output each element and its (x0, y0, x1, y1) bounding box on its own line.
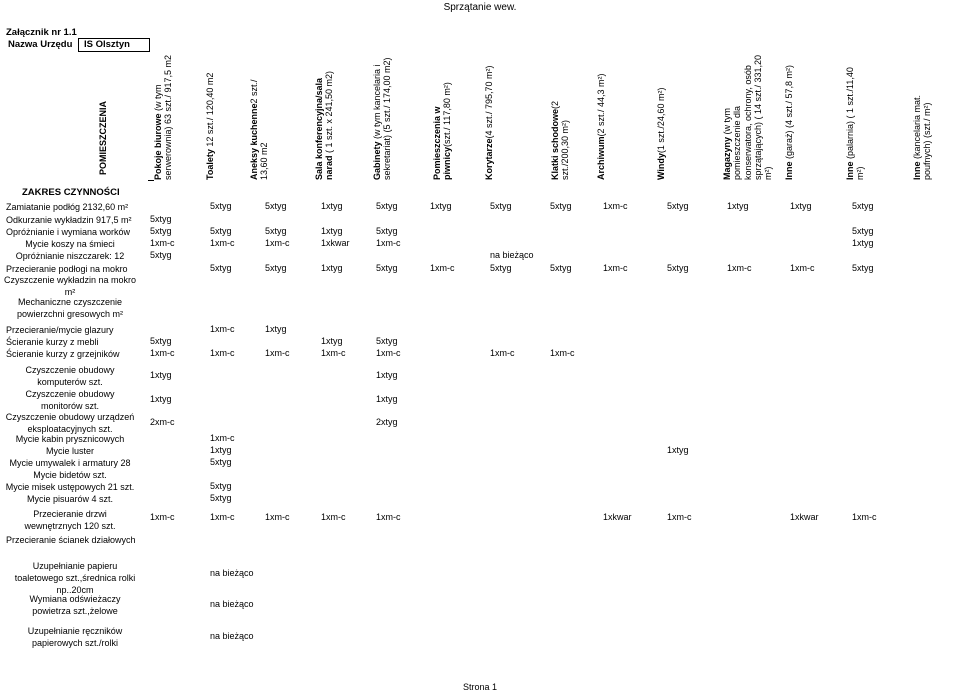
column-header-detail: 12 szt./ 120,40 m2 (205, 72, 215, 150)
row-label (0, 388, 140, 412)
row-label-line: Uzupełnianie papieru (32, 561, 118, 571)
row-label (0, 433, 140, 445)
row-label-line: papierowych szt./rolki (31, 638, 119, 648)
table-cell: 1xm-c (430, 263, 455, 273)
table-cell: 5xtyg (376, 201, 398, 211)
column-header (845, 55, 866, 180)
column-header (722, 50, 774, 180)
table-cell: 1xtyg (727, 201, 749, 211)
row-label-line: Przecieranie/mycie glazury (6, 325, 114, 335)
row-label-line: Przecieranie drzwi (33, 509, 107, 519)
row-label (0, 445, 140, 457)
table-cell: 1xm-c (603, 201, 628, 211)
table-cell: 1xm-c (321, 512, 346, 522)
row-label-line: Odkurzanie wykładzin 917,5 m² (6, 215, 132, 225)
column-header (484, 55, 494, 180)
table-cell: 1xtyg (321, 201, 343, 211)
row-label-line: Mycie bidetów szt. (33, 470, 107, 480)
table-cell: 1xm-c (667, 512, 692, 522)
table-cell: 1xkwar (321, 238, 350, 248)
column-header-title: Pomieszczenia w piwnicy (432, 106, 453, 180)
row-label-line: m² (64, 287, 76, 297)
page-footer: Strona 1 (462, 682, 498, 692)
column-header-detail: (1 szt./24,60 m²) (656, 87, 666, 154)
page-title: Sprzątanie wew. (443, 2, 517, 13)
row-label (0, 250, 140, 262)
table-cell: 1xtyg (321, 263, 343, 273)
table-cell: 5xtyg (210, 201, 232, 211)
column-header-title: Windy (656, 153, 666, 180)
table-cell: 5xtyg (490, 263, 512, 273)
table-cell: 5xtyg (265, 201, 287, 211)
table-cell: 5xtyg (852, 201, 874, 211)
table-cell: 1xtyg (321, 226, 343, 236)
table-cell: 1xm-c (210, 324, 235, 334)
column-header-detail: (w tym kancelaria i sekretariat) (5 szt./ 174,00 m2) (372, 57, 393, 180)
column-header (596, 55, 606, 180)
row-label-line: np..20cm (56, 585, 94, 595)
table-cell: 1xtyg (321, 336, 343, 346)
row-label (0, 364, 140, 388)
table-cell: 1xtyg (210, 445, 232, 455)
table-cell: 1xtyg (265, 324, 287, 334)
table-cell: 5xtyg (150, 226, 172, 236)
row-label (0, 457, 140, 469)
column-header-title: Klatki schodowe (550, 108, 560, 180)
row-label-line: Mycie luster (45, 446, 94, 456)
column-header-detail: ( 1 szt. x 241,50 m2) (324, 70, 335, 156)
column-header-title: Inne (845, 161, 855, 180)
table-cell: 5xtyg (376, 263, 398, 273)
table-cell: 1xm-c (321, 348, 346, 358)
table-cell: 5xtyg (376, 226, 398, 236)
column-header-detail: 2 szt./ 13,60 m2 (249, 79, 270, 180)
table-cell: 2xtyg (376, 417, 398, 427)
column-header-title: Inne (912, 161, 922, 180)
table-cell: 1xm-c (376, 348, 401, 358)
scope-header: ZAKRES CZYNNOŚCI (22, 187, 120, 198)
table-cell: 1xm-c (852, 512, 877, 522)
column-header-detail: (2 szt./200,30 m²) (550, 100, 571, 180)
row-label (0, 411, 140, 435)
table-cell: 2xm-c (150, 417, 175, 427)
table-cell: na bieżąco (210, 568, 254, 578)
table-cell: 1xtyg (852, 238, 874, 248)
table-cell: 1xtyg (150, 394, 172, 404)
table-cell: 5xtyg (852, 263, 874, 273)
row-label-line: Ścieranie kurzy z mebli (6, 337, 99, 347)
column-header-title: Pokoje biurowe (153, 113, 163, 180)
column-header (784, 55, 794, 180)
column-header-title: Aneksy kuchenne (249, 103, 259, 180)
table-cell: 5xtyg (667, 263, 689, 273)
row-label (6, 214, 132, 226)
table-cell: 1xm-c (210, 433, 235, 443)
table-cell: 1xtyg (430, 201, 452, 211)
row-label-line: Mycie kabin prysznicowych (15, 434, 125, 444)
table-cell: 5xtyg (490, 201, 512, 211)
table-cell: 5xtyg (550, 263, 572, 273)
row-label-line: wewnętrznych 120 szt. (24, 521, 116, 531)
column-header (432, 55, 453, 180)
table-cell: 1xm-c (265, 348, 290, 358)
table-cell: 5xtyg (667, 201, 689, 211)
table-cell: 1xm-c (265, 512, 290, 522)
table-cell: 1xtyg (376, 370, 398, 380)
column-header (314, 55, 335, 180)
row-label-line: Czyszczenie obudowy urządzeń (5, 412, 135, 422)
table-cell: 5xtyg (210, 263, 232, 273)
column-header (205, 55, 215, 180)
table-cell: 5xtyg (265, 263, 287, 273)
table-cell: 1xkwar (790, 512, 819, 522)
row-label-line: Ścieranie kurzy z grzejników (6, 349, 120, 359)
column-header-detail: (palarnia) ( 1 szt./11,40 m²) (845, 67, 866, 180)
row-label (0, 481, 140, 493)
row-label-line: monitorów szt. (40, 401, 100, 411)
table-cell: 1xtyg (790, 201, 812, 211)
table-cell: 5xtyg (150, 336, 172, 346)
column-header-title: Sala konferencyjna/sala narad (314, 77, 335, 180)
row-label-line: Zamiatanie podłóg 2132,60 m² (6, 202, 129, 212)
table-cell: 5xtyg (150, 214, 172, 224)
column-header-detail: (w tym pomieszczenie dla konserwatora, ochrony, osób sprzątających) ( 14 szt./ 331,20 m²) (722, 54, 774, 180)
row-label-line: Opróżnianie i wymiana worków (6, 227, 131, 237)
table-cell: 1xtyg (667, 445, 689, 455)
column-header-title: Gabinety (372, 141, 382, 180)
row-label-line: Mechaniczne czyszczenie (17, 297, 123, 307)
table-cell: 5xtyg (150, 250, 172, 260)
row-label-line: Czyszczenie obudowy (25, 365, 115, 375)
office-value: IS Olsztyn (84, 39, 130, 50)
premises-header: POMIESZCZENIA (98, 100, 108, 175)
table-cell: 1xm-c (150, 512, 175, 522)
row-label (6, 348, 120, 360)
table-cell: na bieżąco (210, 599, 254, 609)
column-header-detail: (2 szt./ 44,3 m²) (596, 73, 606, 137)
row-label-line: powietrza szt.,żelowe (32, 606, 118, 616)
row-label-line: Mycie umywalek i armatury 28 (9, 458, 131, 468)
row-label-line: Czyszczenie wykładzin na mokro (3, 275, 137, 285)
row-label (6, 201, 128, 213)
table-cell: 5xtyg (210, 226, 232, 236)
table-cell: 5xtyg (265, 226, 287, 236)
table-cell: 5xtyg (210, 457, 232, 467)
table-cell: 1xtyg (376, 394, 398, 404)
row-label-line: komputerów szt. (37, 377, 103, 387)
table-cell: 1xm-c (790, 263, 815, 273)
row-label (0, 296, 140, 320)
column-header-detail: (4 szt./ 795,70 m²) (484, 65, 494, 139)
column-header (912, 55, 933, 180)
table-cell: 1xm-c (265, 238, 290, 248)
table-cell: 1xtyg (150, 370, 172, 380)
table-cell: 1xm-c (376, 238, 401, 248)
row-label (6, 226, 130, 238)
column-header (249, 55, 270, 180)
row-label-line: Wymiana odświeżaczy (29, 594, 121, 604)
annex-label: Załącznik nr 1.1 (6, 27, 77, 38)
office-label: Nazwa Urzędu (8, 39, 73, 50)
column-header (656, 55, 666, 180)
column-header-detail: (w tym serwerownia) 63 szt./ 917,5 m2 (153, 54, 174, 180)
table-cell: 1xm-c (727, 263, 752, 273)
row-label (0, 469, 140, 481)
table-cell: 1xm-c (490, 348, 515, 358)
row-label-line: Mycie misek ustępowych 21 szt. (5, 482, 135, 492)
column-header-title: Inne (784, 161, 794, 180)
column-header (372, 50, 393, 180)
row-label (6, 336, 99, 348)
row-label-line: powierzchni gresowych m² (16, 309, 124, 319)
row-label (0, 274, 140, 298)
column-header-detail: (kancelaria mat. poufnych) (szt./ m²) (912, 94, 933, 180)
table-cell: na bieżąco (490, 250, 534, 260)
row-label (6, 324, 114, 336)
row-label-line: Przecieranie podłogi na mokro (6, 264, 128, 274)
row-label-line: Opróżnianie niszczarek: 12 (15, 251, 125, 261)
column-header-detail: (szt./ 117,80 m²) (442, 82, 453, 147)
row-label (0, 493, 140, 505)
column-header (153, 50, 174, 180)
table-cell: 5xtyg (210, 481, 232, 491)
column-header (550, 55, 571, 180)
table-cell: 1xkwar (603, 512, 632, 522)
table-cell: na bieżąco (210, 631, 254, 641)
row-label-line: eksploatacyjnych szt. (27, 424, 113, 434)
column-header-detail: (garaż) (4 szt./ 57,8 m²) (784, 64, 794, 162)
table-cell: 1xm-c (210, 238, 235, 248)
table-cell: 5xtyg (210, 493, 232, 503)
column-header-title: Toalety (205, 149, 215, 180)
table-cell: 5xtyg (376, 336, 398, 346)
column-header-title: Archiwum (596, 136, 606, 180)
row-label-line: Mycie koszy na śmieci (25, 239, 115, 249)
supplies-block (0, 527, 140, 647)
row-label-line: Przecieranie ścianek działowych (6, 535, 136, 545)
table-cell: 5xtyg (550, 201, 572, 211)
table-cell: 1xm-c (376, 512, 401, 522)
table-cell: 1xm-c (210, 512, 235, 522)
column-header-title: Korytarze (484, 138, 494, 180)
table-cell: 1xm-c (150, 348, 175, 358)
column-header-title: Magazyny (722, 136, 732, 180)
row-label (0, 238, 140, 250)
table-cell: 1xm-c (210, 348, 235, 358)
table-cell: 1xm-c (550, 348, 575, 358)
row-label-line: Mycie pisuarów 4 szt. (26, 494, 114, 504)
table-cell: 5xtyg (852, 226, 874, 236)
table-cell: 1xm-c (603, 263, 628, 273)
row-label-line: Uzupełnianie ręczników (27, 626, 123, 636)
table-cell: 1xm-c (150, 238, 175, 248)
row-label-line: toaletowego szt.,średnica rolki (14, 573, 136, 583)
row-label-line: Czyszczenie obudowy (25, 389, 115, 399)
